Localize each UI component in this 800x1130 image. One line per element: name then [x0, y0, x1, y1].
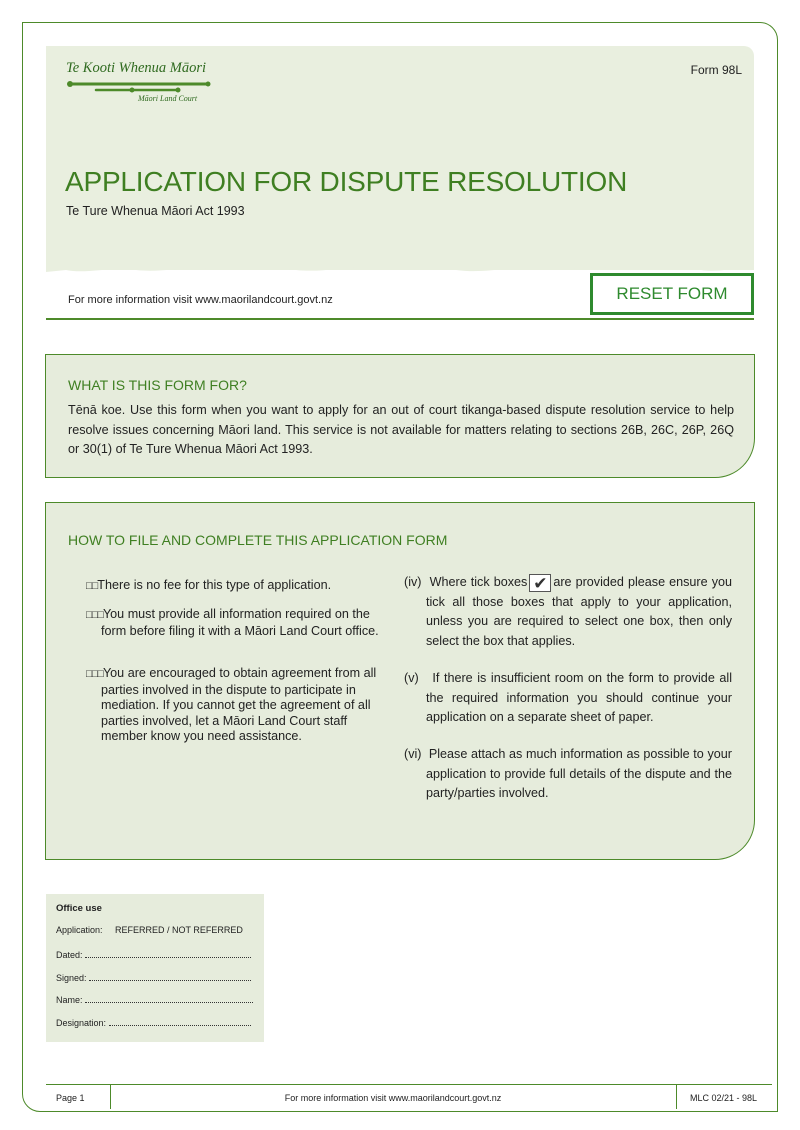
item-marker: □□ — [86, 580, 98, 592]
footer-info-text: For more information visit www.maorilandcourt.govt.nz — [284, 1093, 502, 1103]
instruction-text: You must provide all information required on the form before filing it with a Māori Land Court office. — [101, 607, 379, 638]
item-marker: (vi) — [404, 747, 422, 761]
dated-line — [85, 950, 251, 958]
office-name-row — [56, 995, 253, 1005]
item-marker: (v) — [404, 671, 419, 685]
logo-subtitle: Māori Land Court — [138, 94, 198, 103]
designation-label: Designation: — [56, 1018, 107, 1028]
footer-page-number: Page 1 — [56, 1093, 85, 1103]
footer-divider — [676, 1085, 677, 1109]
instruction-item-vi — [404, 745, 732, 804]
signed-label: Signed: — [56, 973, 87, 983]
tick-box-checkmark-icon: ✔ — [529, 574, 551, 592]
item-marker: (iv) — [404, 575, 422, 589]
instruction-text: Please attach as much information as possible to your application to provide full details of the dispute and the party/parties involved. — [426, 747, 732, 800]
instruction-item-v — [404, 669, 732, 728]
instruction-text-before: Where tick boxes — [429, 575, 528, 589]
application-options: REFERRED / NOT REFERRED — [115, 925, 243, 935]
instruction-text-after: are provided please ensure you tick all those boxes that apply to your application, unless you are required to select one box, then only select the box that applies. — [426, 575, 732, 648]
office-application-row — [56, 925, 243, 935]
instruction-item-iii — [86, 666, 386, 745]
page-title: APPLICATION FOR DISPUTE RESOLUTION — [65, 166, 628, 197]
designation-line — [109, 1018, 251, 1026]
signed-line — [89, 973, 251, 981]
what-is-this-form-panel — [45, 354, 755, 478]
what-section-body: Tēnā koe. Use this form when you want to apply for an out of court tikanga-based dispute resolution service to help resolve issues concerning Māori land. This service is not available for matters relating to sections 26B, 26C, 26P, 26Q or 30(1) of Te Ture Whenua Māori Act 1993. — [68, 403, 734, 456]
court-logo — [66, 60, 216, 108]
how-to-file-panel — [45, 502, 755, 860]
reset-form-button[interactable]: RESET FORM — [590, 273, 754, 315]
instruction-item-ii — [86, 607, 386, 639]
header-info-text: For more information visit www.maorilandcourt.govt.nz — [68, 294, 333, 306]
dated-label: Dated: — [56, 950, 83, 960]
item-marker: □□□ — [86, 668, 103, 680]
instruction-text: If there is insufficient room on the form to provide all the required information you should continue your application on a separate sheet of paper. — [426, 671, 732, 724]
office-designation-row — [56, 1018, 251, 1028]
office-signed-row — [56, 973, 251, 983]
instruction-text: There is no fee for this type of application. — [97, 578, 332, 592]
instruction-text: You are encouraged to obtain agreement from all parties involved in the dispute to participate in mediation. If you cannot get the agreement of all parties involved, let a Māori Land Court staff member know you need assistance. — [101, 666, 377, 743]
instruction-item-iv — [404, 573, 732, 651]
office-dated-row — [56, 950, 251, 960]
form-number: Form 98L — [690, 63, 742, 77]
page-footer — [46, 1084, 772, 1108]
office-use-box — [46, 894, 264, 1042]
header-divider — [46, 318, 754, 320]
how-section-heading: HOW TO FILE AND COMPLETE THIS APPLICATION FORM — [68, 532, 448, 548]
name-label: Name: — [56, 995, 83, 1005]
what-section-heading: WHAT IS THIS FORM FOR? — [68, 377, 247, 393]
logo-title: Te Kooti Whenua Māori — [66, 60, 207, 76]
office-use-title: Office use — [56, 903, 102, 914]
application-label: Application: — [56, 925, 103, 935]
footer-form-code: MLC 02/21 - 98L — [690, 1093, 758, 1103]
instruction-item-i — [86, 578, 386, 595]
act-subtitle: Te Ture Whenua Māori Act 1993 — [66, 204, 245, 218]
item-marker: □□□ — [86, 609, 103, 621]
name-line — [85, 995, 253, 1003]
